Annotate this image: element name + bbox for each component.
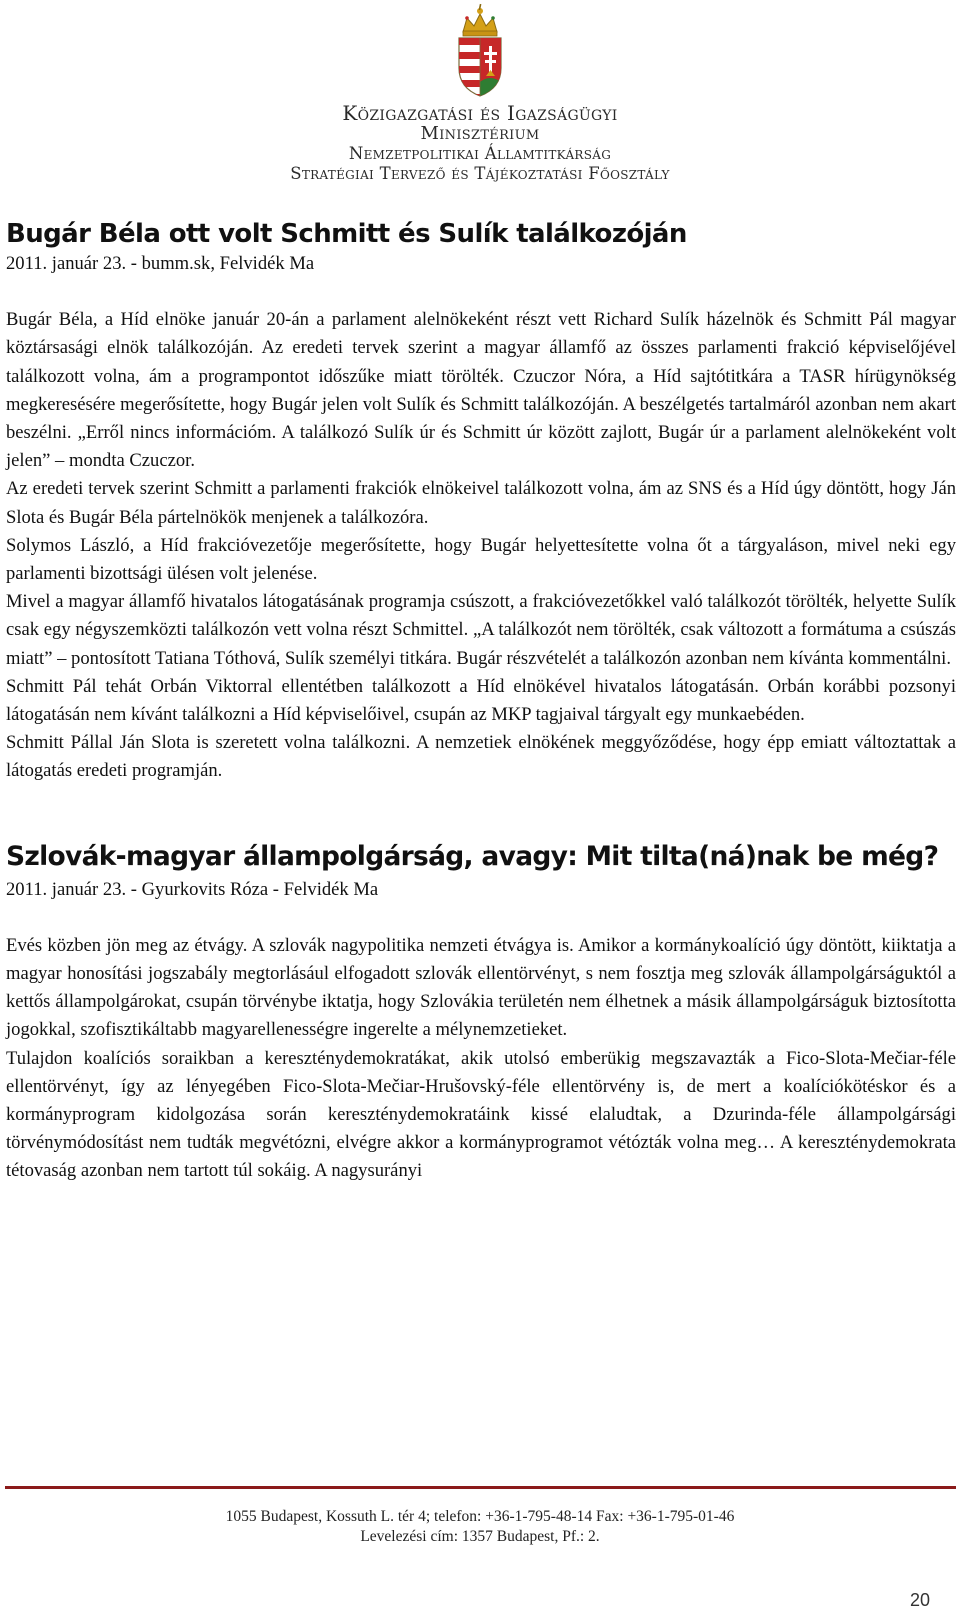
article-1-title: Bugár Béla ott volt Schmitt és Sulík találkozóján: [6, 219, 687, 249]
article-2-paragraph: Evés közben jön meg az étvágy. A szlovák nagypolitika nemzeti étvágya is. Amikor a kormánykoalíció úgy döntött, kiiktatja a magyar honosítási jogszabály megtorlásául elfogadott szlovák ellentörvényt, s nem fosztja meg szlovák állampolgárságuktól a kettős állampolgárokat, csupán törvénybe iktatja, hogy Szlovákia területén nem élhetnek a másik állampolgárságuk biztosította jogokkal, szofisztikáltabb magyarellenességre ingerelte a mélynemzetieket.: [6, 934, 956, 1041]
article-1-paragraph: Az eredeti tervek szerint Schmitt a parlamenti frakciók elnökeivel találkozott volna, ám az SNS és a Híd úgy döntött, hogy Ján Slota és Bugár Béla pártelnökök menjenek a találkozóra.: [6, 478, 956, 528]
division-name: Stratégiai Tervező és Tájékoztatási Főosztály: [290, 164, 670, 183]
footer-address: 1055 Budapest, Kossuth L. tér 4; telefon: +36-1-795-48-14 Fax: +36-1-795-01-46: [225, 1508, 735, 1525]
article-1-paragraph: Schmitt Pál tehát Orbán Viktorral ellentétben találkozott a Híd elnökével hivatalos látogatásán. Orbán korábbi pozsonyi látogatásán nem kívánt találkozni a Híd képviselőivel, csupán az MKP tagjaival tárgyalt egy munkaebéden.: [6, 675, 956, 726]
footer-postal-address: Levelezési cím: 1357 Budapest, Pf.: 2.: [360, 1528, 600, 1545]
article-1-paragraph: Mivel a magyar államfő hivatalos látogatásának programja csúszott, a frakcióvezetőkkel való találkozót törölték, helyette Sulík csak egy négyszemközti találkozón vett volna részt Schmittel. „A találkozót nem törölték, csak változott a formátuma a csúszás miatt” – pontosított Tatiana Tóthová, Sulík személyi titkára. Bugár részvételét a találkozón azonban nem kívánta kommentálni.: [6, 591, 956, 669]
article-1-meta: 2011. január 23. - bumm.sk, Felvidék Ma: [6, 253, 315, 274]
page-number: 20: [909, 1590, 930, 1610]
hungarian-coat-of-arms-icon: [445, 2, 515, 98]
article-1-paragraph: Schmitt Pállal Ján Slota is szeretett volna találkozni. A nemzetiek elnökének meggyőződése, hogy épp emiatt változtattak a látogatás eredeti programján.: [6, 732, 956, 782]
article-1: [6, 218, 956, 786]
letterhead: [0, 0, 960, 195]
article-1-paragraph: Bugár Béla, a Híd elnöke január 20-án a parlament alelnökeként részt vett Richard Sulík házelnök és Schmitt Pál magyar köztársasági elnök találkozóján. Az eredeti tervek szerint a magyar államfő az összes parlamenti frakció képviselőjével találkozott volna, ám a programpontot időszűke miatt törölték. Czuczor Nóra, a Híd sajtótitkára a TASR hírügynökség megkeresésére megerősítette, hogy Bugár jelen volt Sulík és Schmitt találkozóján. A beszélgetés tartalmáról azonban nem akart beszélni. „Erről nincs információm. A találkozó Sulík úr és Schmitt úr között zajlott, Bugár úr a parlament alelnökeként volt jelen” – mondta Czuczor.: [6, 309, 956, 472]
article-2-title: Szlovák-magyar állampolgárság, avagy: Mit tilta(ná)nak be még?: [6, 840, 939, 872]
ministry-name-line1: Közigazgatási és Igazságügyi: [342, 101, 618, 125]
footer-divider: [5, 1486, 956, 1489]
article-2-paragraph: Tulajdon koalíciós soraikban a kereszténydemokratákat, akik utolsó emberükig megszavazták a Fico-Slota-Mečiar-féle ellentörvényt, így az lényegében Fico-Slota-Mečiar-Hrušovský-féle ellentörvény is, de mert a koalíciókötéskor és a kormányprogram kidolgozása során kereszténydemokratáink kissé elaludtak, a Dzurinda-féle állampolgársági törvénymódosítást nem tudták megvétózni, elvégre akkor a kormányprogramot vétózták volna meg… A kereszténydemokrata tétovaság azonban nem tartott túl sokáig. A nagysurányi: [6, 1047, 956, 1182]
department-name: Nemzetpolitikai Államtitkárság: [348, 144, 612, 163]
article-2-meta: 2011. január 23. - Gyurkovits Róza - Felvidék Ma: [6, 878, 379, 900]
document-body: [6, 218, 956, 1186]
ministry-name-line2: Minisztérium: [420, 123, 540, 144]
article-2: [6, 838, 956, 1186]
article-1-paragraph: Solymos László, a Híd frakcióvezetője megerősítette, hogy Bugár helyettesítette volna őt a tárgyaláson, mivel neki egy parlamenti bizottsági ülésen volt jelenése.: [6, 534, 956, 585]
